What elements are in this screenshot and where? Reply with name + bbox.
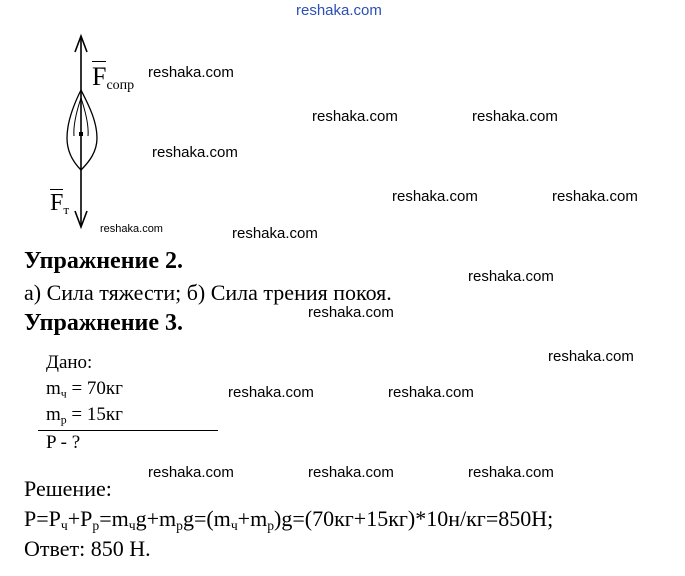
force-top-symbol: F	[92, 62, 107, 91]
watermark: reshaka.com	[388, 384, 474, 401]
watermark: reshaka.com	[308, 304, 394, 321]
mass-value: = 70кг	[66, 378, 123, 399]
formula-part: g+m	[135, 506, 177, 531]
watermark: reshaka.com	[312, 108, 398, 125]
formula-subscript: ч	[128, 518, 136, 534]
given-mass-backpack	[46, 404, 123, 426]
formula-subscript: р	[267, 518, 275, 534]
mass-symbol: m	[46, 378, 61, 399]
mass-subscript: ч	[60, 387, 67, 401]
watermark: reshaka.com	[232, 225, 318, 242]
mass-value: = 15кг	[66, 404, 123, 425]
watermark: reshaka.com	[148, 64, 234, 81]
formula-subscript: ч	[230, 518, 238, 534]
exercise-2-title: Упражнение 2.	[24, 248, 184, 274]
force-bottom-symbol: F	[50, 190, 64, 216]
watermark: reshaka.com	[308, 464, 394, 481]
formula-part: +m	[237, 506, 268, 531]
given-mass-person	[46, 378, 123, 400]
exercise-2-answer: а) Сила тяжести; б) Сила трения покоя.	[24, 280, 392, 305]
force-bottom-label	[50, 190, 69, 217]
watermark-small: reshaka.com	[100, 223, 163, 235]
center-of-mass-dot	[79, 132, 83, 136]
given-divider	[38, 430, 218, 431]
site-watermark-top: reshaka.com	[296, 2, 382, 19]
watermark: reshaka.com	[552, 188, 638, 205]
watermark: reshaka.com	[152, 144, 238, 161]
final-answer: Ответ: 850 Н.	[24, 536, 151, 561]
formula-part: =m	[99, 506, 129, 531]
formula-subscript: ч	[60, 518, 68, 534]
solution-label: Решение:	[24, 476, 112, 501]
formula-subscript: р	[92, 518, 100, 534]
formula-part: +P	[67, 506, 93, 531]
solution-formula	[24, 506, 553, 532]
watermark: reshaka.com	[228, 384, 314, 401]
watermark: reshaka.com	[392, 188, 478, 205]
watermark: reshaka.com	[148, 464, 234, 481]
watermark: reshaka.com	[472, 108, 558, 125]
formula-part: )g=(70кг+15кг)*10н/кг=850Н;	[274, 506, 554, 531]
mass-symbol: m	[46, 404, 61, 425]
formula-part: P=P	[24, 506, 61, 531]
formula-subscript: р	[176, 518, 183, 534]
formula-part: g=(m	[182, 506, 231, 531]
force-top-subscript: сопр	[106, 78, 135, 93]
watermark: reshaka.com	[468, 464, 554, 481]
find-quantity: P - ?	[46, 432, 81, 453]
exercise-3-title: Упражнение 3.	[24, 310, 184, 336]
watermark: reshaka.com	[548, 348, 634, 365]
force-top-label	[92, 62, 134, 92]
mass-subscript: р	[60, 413, 67, 427]
given-label: Дано:	[46, 352, 93, 373]
watermark: reshaka.com	[468, 268, 554, 285]
force-bottom-subscript: т	[63, 202, 70, 217]
